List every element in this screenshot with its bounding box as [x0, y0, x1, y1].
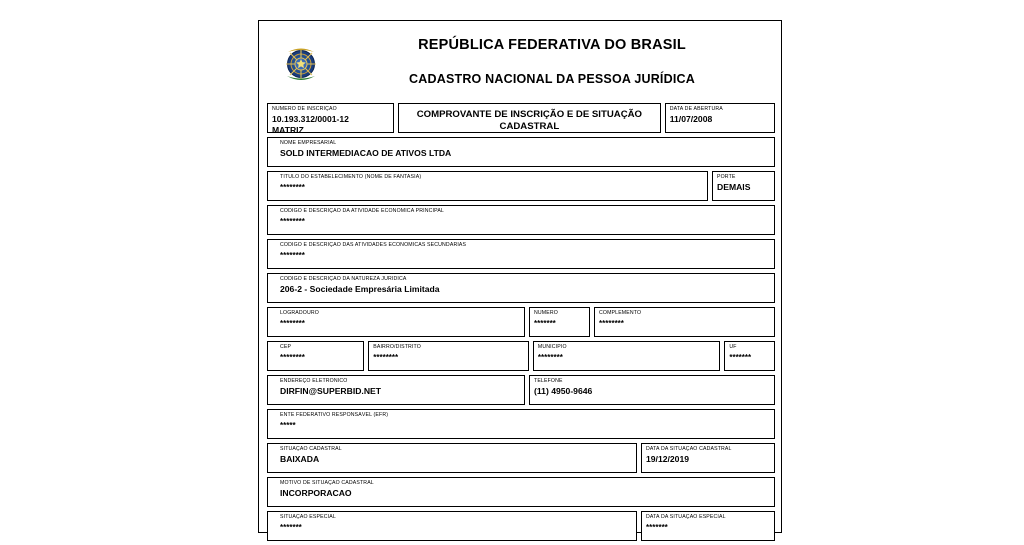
row-situacao-especial: [267, 511, 775, 541]
field-porte-label: PORTE: [717, 174, 736, 180]
field-uf-label: UF: [729, 344, 737, 350]
field-logradouro-value: ********: [280, 319, 305, 328]
field-data-situacao-especial: [641, 511, 775, 541]
cnpj-certificate-sheet: [258, 20, 782, 533]
field-nome-empresarial-label: NOME EMPRESARIAL: [280, 140, 337, 146]
field-motivo-situacao-cadastral-label: MOTIVO DE SITUAÇÃO CADASTRAL: [280, 480, 374, 486]
field-endereco-eletronico-label: ENDEREÇO ELETRÔNICO: [280, 378, 348, 384]
field-numero-inscricao: [267, 103, 394, 133]
field-ente-federativo-label: ENTE FEDERATIVO RESPONSÁVEL (EFR): [280, 412, 389, 418]
field-cep: [267, 341, 364, 371]
field-ente-federativo-value: *****: [280, 421, 296, 430]
field-data-situacao-especial-label: DATA DA SITUAÇÃO ESPECIAL: [646, 514, 726, 520]
field-numero: [529, 307, 590, 337]
field-data-situacao-cadastral-label: DATA DA SITUAÇÃO CADASTRAL: [646, 446, 732, 452]
field-porte-value: DEMAIS: [717, 182, 751, 192]
field-data-abertura: [665, 103, 775, 133]
field-numero-inscricao-value: 10.193.312/0001-12: [272, 114, 349, 124]
comprovante-line2: CADASTRAL: [499, 121, 560, 132]
field-cep-label: CEP: [280, 344, 292, 350]
field-data-situacao-especial-value: *******: [646, 523, 668, 532]
field-data-abertura-label: DATA DE ABERTURA: [669, 106, 723, 112]
field-atividade-principal: [267, 205, 775, 235]
field-natureza-juridica: [267, 273, 775, 303]
row-endereco-1: [267, 307, 775, 337]
field-municipio-label: MUNICÍPIO: [537, 344, 567, 350]
field-natureza-juridica-value: 206-2 - Sociedade Empresária Limitada: [280, 284, 440, 294]
field-situacao-cadastral-value: BAIXADA: [280, 454, 320, 464]
page-title: REPÚBLICA FEDERATIVA DO BRASIL: [418, 37, 686, 53]
field-telefone: [529, 375, 775, 405]
row-efr: [267, 409, 775, 439]
field-data-situacao-cadastral: [641, 443, 775, 473]
field-motivo-situacao-cadastral: [267, 477, 775, 507]
field-data-situacao-cadastral-value: 19/12/2019: [646, 454, 690, 464]
field-logradouro: [267, 307, 525, 337]
field-nome-empresarial: [267, 137, 775, 167]
row-inscricao: [267, 103, 775, 133]
field-uf: [724, 341, 775, 371]
page-subtitle: CADASTRO NACIONAL DA PESSOA JURÍDICA: [409, 72, 695, 86]
field-situacao-especial: [267, 511, 637, 541]
field-atividade-principal-value: ********: [280, 217, 305, 226]
field-complemento-label: COMPLEMENTO: [599, 310, 642, 316]
field-complemento: [594, 307, 775, 337]
field-atividades-secundarias: [267, 239, 775, 269]
field-logradouro-label: LOGRADOURO: [280, 310, 319, 316]
field-titulo-estabelecimento: [267, 171, 708, 201]
field-endereco-eletronico: [267, 375, 525, 405]
field-municipio-value: ********: [537, 353, 563, 362]
row-contato: [267, 375, 775, 405]
field-numero-value: *******: [534, 319, 556, 328]
field-data-abertura-value: 11/07/2008: [669, 114, 713, 124]
row-endereco-2: [267, 341, 775, 371]
field-titulo-estabelecimento-label: TÍTULO DO ESTABELECIMENTO (NOME DE FANTASIA): [280, 174, 422, 180]
field-telefone-label: TELEFONE: [534, 378, 563, 384]
field-numero-inscricao-label: NÚMERO DE INSCRIÇÃO: [272, 106, 337, 112]
field-numero-label: NÚMERO: [534, 310, 558, 316]
field-situacao-especial-value: *******: [280, 523, 302, 532]
field-situacao-especial-label: SITUAÇÃO ESPECIAL: [280, 514, 336, 520]
field-comprovante-title: [398, 103, 661, 133]
row-situacao-cadastral: [267, 443, 775, 473]
row-atividades-secundarias: [267, 239, 775, 269]
field-nome-empresarial-value: SOLD INTERMEDIACAO DE ATIVOS LTDA: [280, 148, 452, 158]
field-cep-value: ********: [280, 353, 305, 362]
field-uf-value: *******: [729, 353, 752, 362]
field-municipio: [533, 341, 720, 371]
field-numero-inscricao-subvalue: MATRIZ: [272, 125, 304, 135]
field-bairro-distrito-value: ********: [373, 353, 399, 362]
field-bairro-distrito: [368, 341, 529, 371]
field-atividades-secundarias-label: CÓDIGO E DESCRIÇÃO DAS ATIVIDADES ECONÔMICAS SECUNDÁRIAS: [280, 242, 467, 248]
row-motivo-situacao: [267, 477, 775, 507]
row-titulo-porte: [267, 171, 775, 201]
comprovante-line1: COMPROVANTE DE INSCRIÇÃO E DE SITUAÇÃO: [416, 109, 643, 120]
row-atividade-principal: [267, 205, 775, 235]
field-complemento-value: ********: [599, 319, 624, 328]
field-porte: [712, 171, 775, 201]
field-titulo-estabelecimento-value: ********: [280, 183, 305, 192]
field-situacao-cadastral-label: SITUAÇÃO CADASTRAL: [280, 446, 342, 452]
row-natureza-juridica: [267, 273, 775, 303]
field-telefone-value: (11) 4950-9646: [534, 386, 593, 396]
field-atividades-secundarias-value: ********: [280, 251, 305, 260]
field-endereco-eletronico-value: DIRFIN@SUPERBID.NET: [280, 386, 382, 396]
field-atividade-principal-label: CÓDIGO E DESCRIÇÃO DA ATIVIDADE ECONÔMICA PRINCIPAL: [280, 208, 444, 214]
field-bairro-distrito-label: BAIRRO/DISTRITO: [373, 344, 421, 350]
row-nome-empresarial: [267, 137, 775, 167]
brasao-icon: [279, 43, 323, 87]
field-situacao-cadastral: [267, 443, 637, 473]
document-header: [267, 27, 775, 99]
field-motivo-situacao-cadastral-value: INCORPORACAO: [280, 488, 352, 498]
field-ente-federativo: [267, 409, 775, 439]
field-natureza-juridica-label: CÓDIGO E DESCRIÇÃO DA NATUREZA JURÍDICA: [280, 276, 407, 282]
